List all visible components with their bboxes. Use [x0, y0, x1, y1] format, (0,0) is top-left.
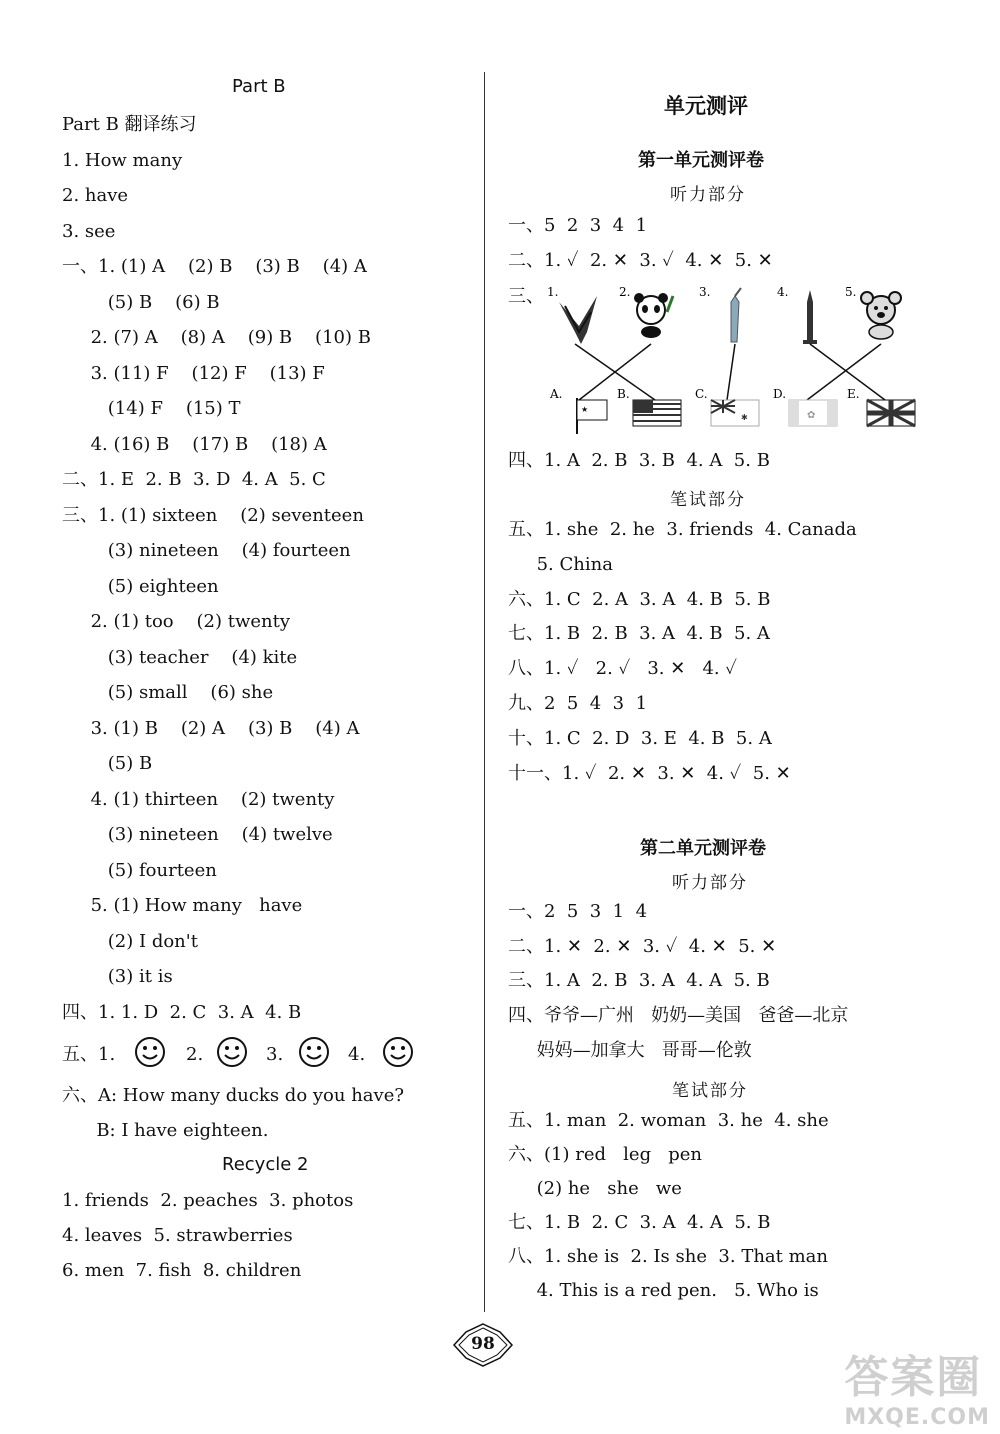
answer-line: 九、2 5 4 3 1 — [508, 693, 648, 714]
dialog-line-b: B: I have eighteen. — [62, 1120, 269, 1141]
pic-top-label: 1. — [547, 285, 559, 299]
answer-line: (2) he she we — [508, 1178, 682, 1199]
canada-flag-icon — [789, 400, 837, 426]
unit2-listening-heading: 听力部分 — [672, 873, 748, 893]
uk-flag-icon — [867, 400, 915, 426]
answer-line: 3. (1) B (2) A (3) B (4) A — [62, 717, 360, 739]
answer-line: 1. How many — [62, 149, 183, 171]
answer-line: 四、1. 1. D 2. C 3. A 4. B — [62, 1001, 302, 1023]
usa-flag-icon — [633, 400, 681, 426]
answer-line: 三、1. (1) sixteen (2) seventeen — [62, 504, 364, 526]
smiley-label-2: 2. — [186, 1044, 204, 1065]
answer-line: 十、1. C 2. D 3. E 4. B 5. A — [508, 727, 772, 749]
answer-line: 五、1. she 2. he 3. friends 4. Canada — [508, 519, 857, 540]
answer-line: (3) teacher (4) kite — [62, 646, 298, 668]
answer-line: (3) it is — [62, 966, 173, 987]
unit2-written-heading: 笔试部分 — [672, 1081, 748, 1101]
pic-top-label: 5. — [845, 285, 857, 299]
pic-bottom-label: E. — [847, 387, 860, 401]
answer-line: 二、1. E 2. B 3. D 4. A 5. C — [62, 469, 326, 490]
recycle-title: Recycle 2 — [222, 1154, 309, 1175]
pic-top-label: 3. — [699, 285, 711, 299]
answer-line: (5) fourteen — [62, 859, 217, 881]
smiley-label-4: 4. — [348, 1044, 366, 1065]
smiley-label-3: 3. — [266, 1044, 284, 1065]
answer-line: 3. (11) F (12) F (13) F — [62, 362, 325, 384]
recycle-line: 1. friends 2. peaches 3. photos — [62, 1190, 354, 1211]
eagle-icon — [559, 296, 597, 344]
answer-line: (3) nineteen (4) fourteen — [62, 540, 351, 561]
unit1-title: 第一单元测评卷 — [638, 150, 764, 171]
answer-line: 十一、1. ✓ 2. ✕ 3. ✕ 4. ✓ 5. ✕ — [508, 762, 791, 784]
watermark-logo: 答案圈 MXQE.COM — [844, 1352, 990, 1430]
answer-line: 八、1. ✓ 2. ✓ 3. ✕ 4. ✓ — [508, 658, 737, 680]
pic-top-label: 2. — [619, 285, 631, 299]
answer-line: 八、1. she is 2. Is she 3. That man — [508, 1246, 829, 1267]
pic-bottom-label: C. — [695, 387, 708, 401]
pic-bottom-label: A. — [550, 387, 563, 401]
answer-line: (5) small (6) she — [62, 682, 274, 703]
china-flag-icon — [577, 398, 607, 434]
smiley-face-icon — [298, 1036, 330, 1068]
watermark-text: MXQE.COM — [844, 1405, 990, 1430]
answer-line: (5) eighteen — [62, 575, 219, 597]
answer-line: 四、爷爷—广州 奶奶—美国 爸爸—北京 — [508, 1005, 849, 1027]
answer-line: (5) B — [62, 753, 153, 774]
answer-line: 七、1. B 2. B 3. A 4. B 5. A — [508, 623, 770, 645]
answer-line: (2) I don't — [62, 930, 198, 952]
answer-line: 二、1. ✕ 2. ✕ 3. ✓ 4. ✕ 5. ✕ — [508, 935, 777, 957]
pic-bottom-label: D. — [773, 387, 787, 401]
answer-line: Part B 翻译练习 — [62, 114, 197, 135]
answer-line: 5. China — [508, 553, 613, 575]
australia-flag-icon — [711, 400, 759, 426]
dialog-line-a: 六、A: How many ducks do you have? — [62, 1085, 404, 1106]
svg-text:✿: ✿ — [807, 410, 816, 421]
pic-bottom-label: B. — [617, 387, 630, 401]
smiley-face-icon — [134, 1036, 166, 1068]
answer-line: 七、1. B 2. C 3. A 4. A 5. B — [508, 1212, 771, 1233]
unit1-written-heading: 笔试部分 — [670, 490, 746, 510]
recycle-line: 6. men 7. fish 8. children — [62, 1260, 302, 1281]
answer-line: 4. (16) B (17) B (18) A — [62, 433, 327, 455]
unit1-line: 二、1. ✓ 2. ✕ 3. ✓ 4. ✕ 5. ✕ — [508, 250, 773, 271]
panda-icon — [634, 293, 673, 338]
unit-test-title: 单元测评 — [664, 94, 748, 118]
matching-diagram — [545, 282, 925, 442]
answer-line: 五、1. man 2. woman 3. he 4. she — [508, 1110, 829, 1131]
recycle-line: 4. leaves 5. strawberries — [62, 1225, 293, 1246]
unit1-line: 一、5 2 3 4 1 — [508, 215, 648, 236]
part-b-title: Part B — [232, 76, 286, 97]
unit1-matching-prefix: 三、 — [508, 286, 544, 307]
answer-line: 3. see — [62, 220, 116, 242]
unit1-listening-heading: 听力部分 — [670, 185, 746, 205]
statue-of-liberty-icon — [731, 288, 741, 342]
answer-line: 一、1. (1) A (2) B (3) B (4) A — [62, 256, 367, 277]
svg-text:★: ★ — [581, 405, 589, 414]
smiley-face-icon — [382, 1036, 414, 1068]
unit1-line: 四、1. A 2. B 3. B 4. A 5. B — [508, 450, 770, 471]
answer-line: 2. (7) A (8) A (9) B (10) B — [62, 327, 371, 348]
svg-text:✱: ✱ — [741, 413, 748, 422]
page-number-badge — [452, 1322, 514, 1368]
answer-line: 2. (1) too (2) twenty — [62, 611, 291, 632]
answer-line: 一、2 5 3 1 4 — [508, 901, 648, 922]
answer-line: 妈妈—加拿大 哥哥—伦敦 — [508, 1039, 752, 1061]
smiley-row-prefix: 五、1. — [62, 1044, 116, 1065]
smiley-face-icon — [216, 1036, 248, 1068]
column-divider — [484, 72, 485, 1312]
answer-line: (14) F (15) T — [62, 398, 241, 419]
answer-line: 4. This is a red pen. 5. Who is — [508, 1280, 819, 1301]
answer-line: (5) B (6) B — [62, 291, 220, 313]
answer-line: 4. (1) thirteen (2) twenty — [62, 788, 335, 810]
answer-line: 六、(1) red leg pen — [508, 1144, 703, 1165]
big-ben-icon — [803, 290, 817, 344]
matching-pictures — [545, 282, 925, 442]
answer-line: 2. have — [62, 185, 129, 206]
unit2-title: 第二单元测评卷 — [640, 838, 766, 859]
pic-top-label: 4. — [777, 285, 789, 299]
answer-line: 三、1. A 2. B 3. A 4. A 5. B — [508, 970, 770, 992]
smiley-row — [62, 1036, 482, 1070]
answer-line: (3) nineteen (4) twelve — [62, 824, 333, 845]
page-number: 98 — [471, 1334, 495, 1354]
answer-line: 六、1. C 2. A 3. A 4. B 5. B — [508, 588, 771, 610]
koala-icon — [861, 292, 901, 339]
answer-line: 5. (1) How many have — [62, 895, 303, 916]
